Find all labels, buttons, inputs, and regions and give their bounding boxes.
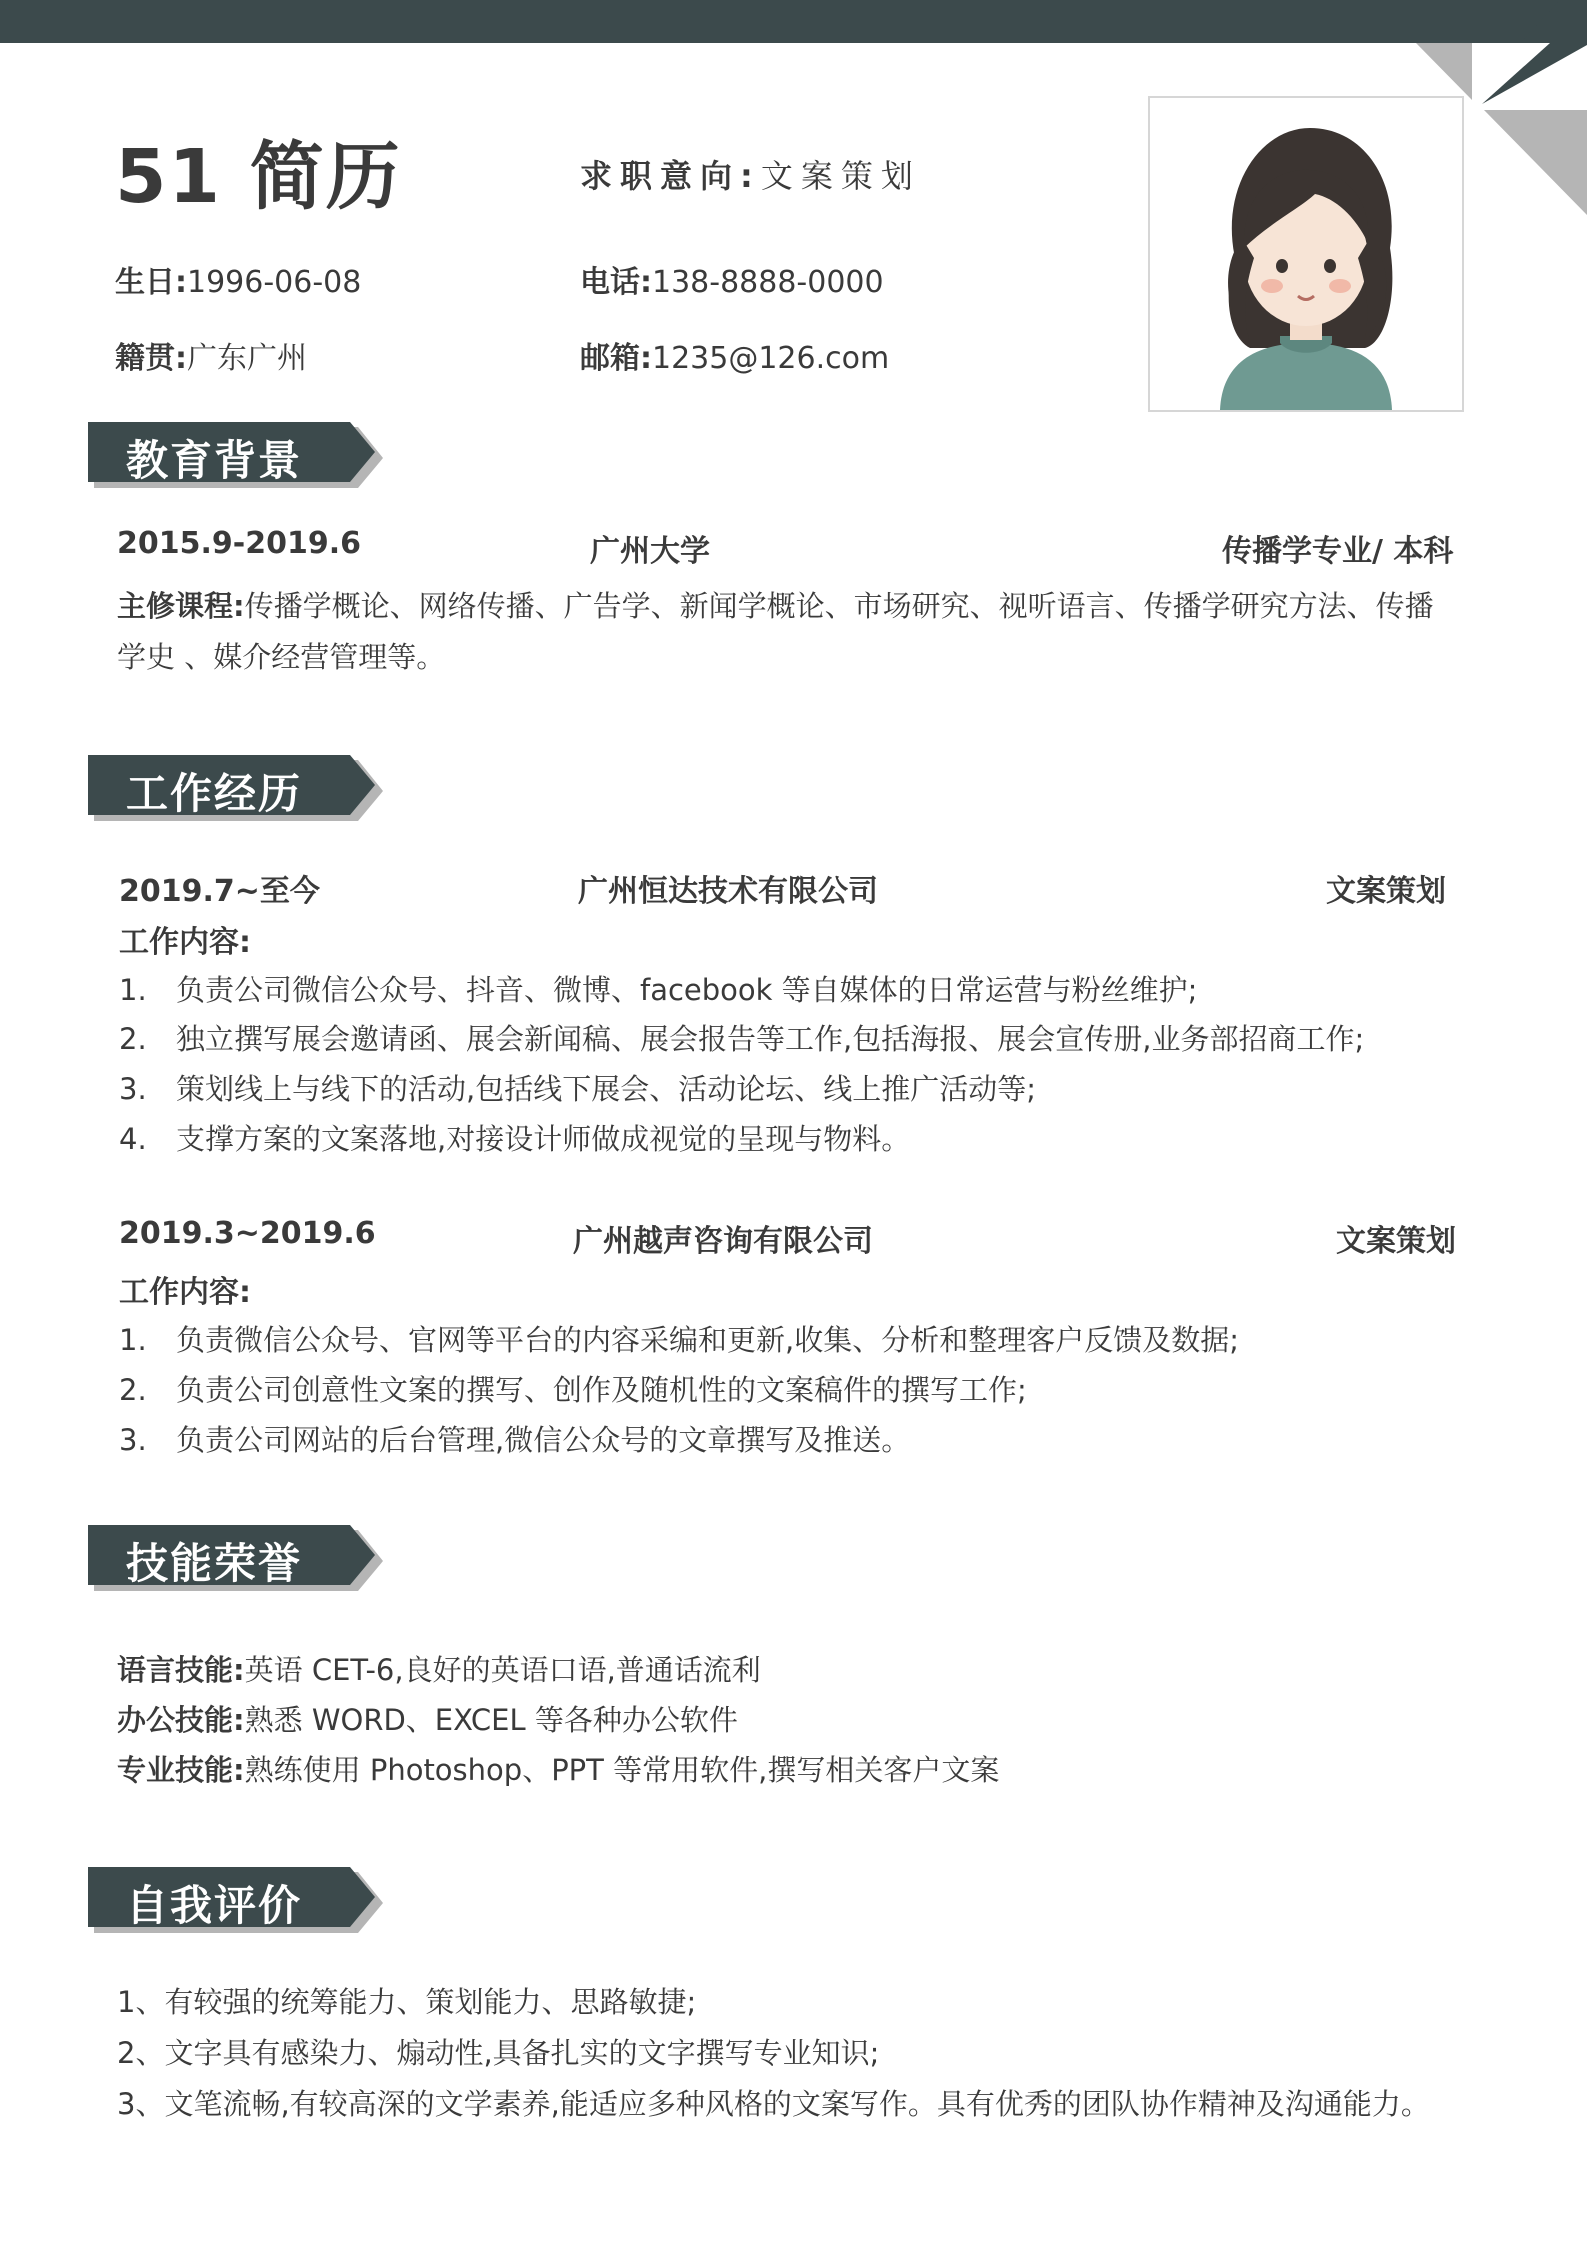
- section-title: 工作经历: [126, 769, 303, 818]
- item-text: 负责公司创意性文案的撰写、创作及随机性的文案稿件的撰写工作;: [176, 1373, 1027, 1407]
- hometown-label: 籍贯:: [115, 341, 187, 376]
- job-position: 文案策划: [1326, 874, 1446, 909]
- item-text: 负责微信公众号、官网等平台的内容采编和更新,收集、分析和整理客户反馈及数据;: [176, 1323, 1239, 1357]
- job-duty-item: [119, 1017, 1364, 1058]
- job-duty-item: [119, 1318, 1239, 1359]
- email-value: 1235@126.com: [652, 341, 890, 376]
- skill-label: 办公技能:: [117, 1703, 245, 1737]
- skill-row: [117, 1698, 738, 1739]
- job-period: 2019.3~2019.6: [119, 1216, 376, 1251]
- education-school: 广州大学: [590, 534, 710, 569]
- birthday-label: 生日:: [115, 265, 187, 300]
- item-number: 4.: [119, 1122, 147, 1156]
- item-text: 负责公司网站的后台管理,微信公众号的文章撰写及推送。: [176, 1423, 911, 1457]
- section-education-header: [88, 422, 383, 488]
- self-eval-item: 1、有较强的统筹能力、策划能力、思路敏捷;: [117, 1985, 697, 2019]
- top-bar: [0, 0, 1587, 43]
- self-eval-item: 3、文笔流畅,有较高深的文学素养,能适应多种风格的文案写作。具有优秀的团队协作精神及沟通能力。: [117, 2087, 1430, 2121]
- job-intent: [580, 151, 921, 197]
- item-number: 1.: [119, 973, 147, 1007]
- job-duty-item: [119, 1117, 910, 1158]
- resume-title: 51 简历: [115, 134, 402, 220]
- courses-line-2: 学史 、媒介经营管理等。: [117, 640, 446, 674]
- item-number: 2.: [119, 1022, 147, 1056]
- courses-line-1: [117, 584, 1434, 625]
- section-self-eval-header: [88, 1867, 383, 1933]
- hometown-row: [115, 333, 307, 377]
- job-duty-item: [119, 1067, 1036, 1108]
- item-text: 负责公司微信公众号、抖音、微博、facebook 等自媒体的日常运营与粉丝维护;: [176, 973, 1198, 1007]
- job-duty-item: [119, 1418, 910, 1459]
- job-company: 广州越声咨询有限公司: [573, 1224, 873, 1259]
- skill-label: 语言技能:: [117, 1653, 245, 1687]
- skill-row: [117, 1648, 761, 1689]
- item-text: 独立撰写展会邀请函、展会新闻稿、展会报告等工作,包括海报、展会宣传册,业务部招商工作;: [176, 1022, 1365, 1056]
- job-content-label: 工作内容:: [119, 925, 251, 960]
- section-title: 自我评价: [126, 1881, 303, 1930]
- item-number: 2.: [119, 1373, 147, 1407]
- birthday-row: [115, 257, 361, 301]
- email-label: 邮箱:: [580, 341, 652, 376]
- item-number: 3.: [119, 1072, 147, 1106]
- education-period: 2015.9-2019.6: [117, 526, 361, 561]
- skill-text: 英语 CET-6,良好的英语口语,普通话流利: [244, 1653, 761, 1687]
- item-number: 1.: [119, 1323, 147, 1357]
- hometown-value: 广东广州: [187, 341, 307, 376]
- phone-row: [580, 257, 884, 301]
- item-number: 3.: [119, 1423, 147, 1457]
- phone-label: 电话:: [580, 265, 652, 300]
- job-duty-item: [119, 1368, 1027, 1409]
- job-intent-value: 文案策划: [760, 157, 921, 195]
- job-duty-item: [119, 968, 1197, 1009]
- section-work-header: [88, 755, 383, 821]
- section-title: 教育背景: [126, 436, 303, 485]
- skill-text: 熟练使用 Photoshop、PPT 等常用软件,撰写相关客户文案: [244, 1753, 1000, 1787]
- courses-label: 主修课程:: [117, 589, 245, 623]
- profile-photo: [1148, 96, 1464, 412]
- email-row: [580, 333, 889, 377]
- courses-text-1: 传播学概论、网络传播、广告学、新闻学概论、市场研究、视听语言、传播学研究方法、传播: [244, 589, 1434, 623]
- education-major: 传播学专业/ 本科: [1222, 534, 1454, 569]
- skill-text: 熟悉 WORD、EXCEL 等各种办公软件: [244, 1703, 738, 1737]
- phone-value: 138-8888-0000: [652, 265, 884, 300]
- section-skills-header: [88, 1525, 383, 1591]
- self-eval-item: 2、文字具有感染力、煽动性,具备扎实的文字撰写专业知识;: [117, 2036, 880, 2070]
- item-text: 支撑方案的文案落地,对接设计师做成视觉的呈现与物料。: [176, 1122, 911, 1156]
- section-title: 技能荣誉: [126, 1539, 303, 1588]
- skill-row: [117, 1748, 999, 1789]
- skill-label: 专业技能:: [117, 1753, 245, 1787]
- job-position: 文案策划: [1336, 1224, 1456, 1259]
- job-intent-label: 求职意向:: [580, 157, 761, 195]
- item-text: 策划线上与线下的活动,包括线下展会、活动论坛、线上推广活动等;: [176, 1072, 1036, 1106]
- avatar-illustration: [1150, 98, 1462, 410]
- job-content-label: 工作内容:: [119, 1275, 251, 1310]
- birthday-value: 1996-06-08: [187, 265, 362, 300]
- job-period: 2019.7~至今: [119, 874, 320, 909]
- job-company: 广州恒达技术有限公司: [578, 874, 878, 909]
